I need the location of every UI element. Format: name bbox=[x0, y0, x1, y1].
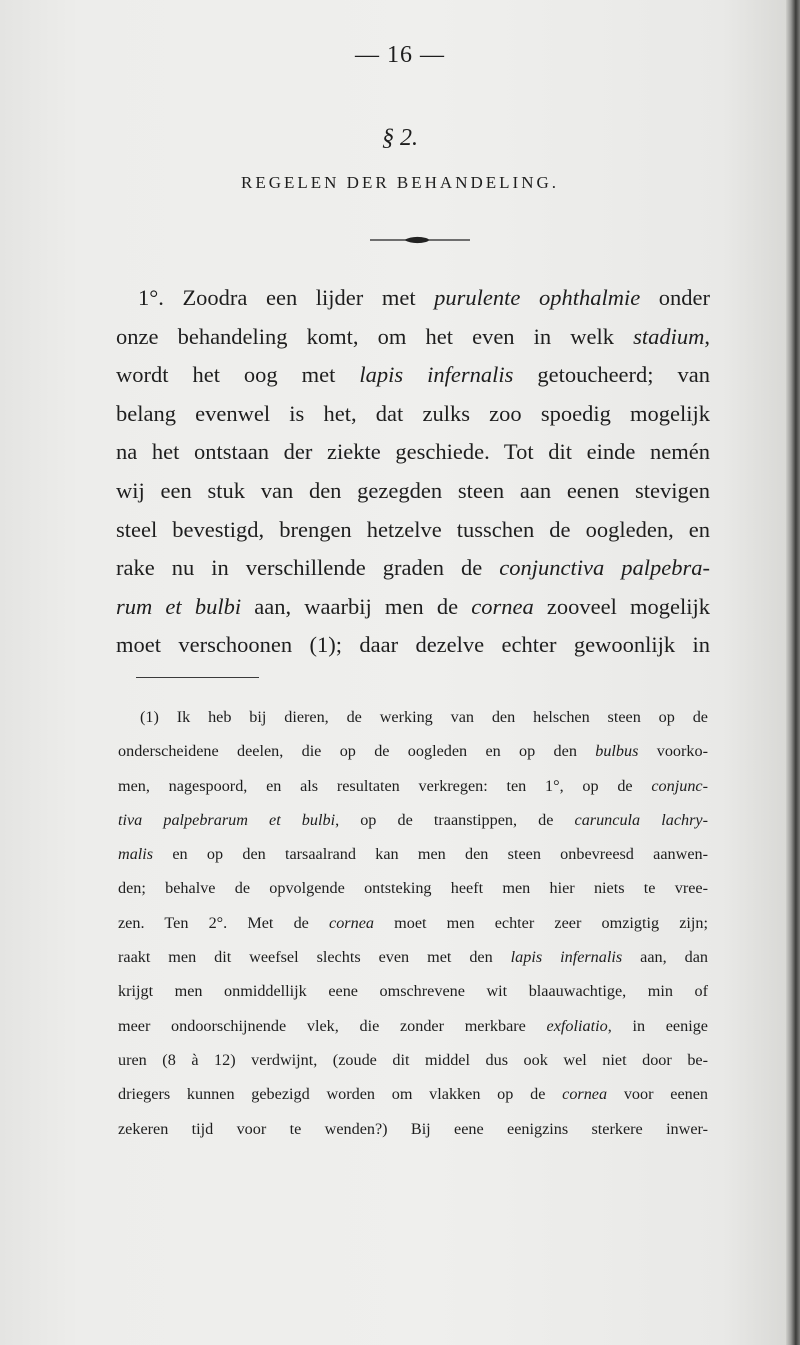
text-run: moet verschoonen (1); daar dezelve echter gewoonlijk in bbox=[116, 632, 710, 658]
text-run: cornea bbox=[329, 913, 374, 932]
page-number: — 16 — bbox=[355, 42, 445, 68]
text-run: conjunc- bbox=[651, 776, 708, 795]
text-run: conjunctiva palpebra- bbox=[499, 555, 710, 581]
text-run: aan, waarbij men de bbox=[241, 593, 472, 619]
text-run: stadium bbox=[633, 323, 705, 349]
footnote-line bbox=[118, 940, 708, 974]
page-edge bbox=[786, 0, 800, 1345]
text-run: steel bevestigd, brengen hetzelve tusschen de oogleden, en bbox=[116, 516, 710, 542]
text-run: driegers kunnen gebezigd worden om vlakken op de bbox=[118, 1085, 563, 1104]
text-run: belang evenwel is het, dat zulks zoo spoedig mogelijk bbox=[116, 400, 710, 426]
main-paragraph bbox=[116, 279, 710, 665]
text-run: 1°. Zoodra een lijder met bbox=[138, 285, 435, 310]
text-run: cornea bbox=[562, 1085, 608, 1104]
text-run: raakt men dit weefsel slechts even met den bbox=[118, 948, 511, 967]
footnote-line bbox=[118, 974, 708, 1008]
text-line bbox=[116, 395, 710, 434]
footnote-line bbox=[118, 871, 708, 905]
text-run: men, nagespoord, en als resultaten verkregen: ten 1°, op de bbox=[118, 776, 652, 795]
footnote-line bbox=[118, 734, 708, 768]
text-run: bulbus bbox=[595, 742, 639, 761]
text-run: zen. Ten 2°. Met de bbox=[118, 913, 330, 932]
text-run: onze behandeling komt, om het even in welk bbox=[116, 323, 634, 349]
text-line bbox=[116, 472, 710, 511]
text-run: aan, dan bbox=[622, 948, 708, 967]
footnote-rule bbox=[136, 677, 259, 678]
footnote-line bbox=[118, 1112, 708, 1146]
text-run: onderscheidene deelen, die op de oogleden en op den bbox=[118, 742, 596, 761]
text-run: (1) Ik heb bij dieren, de werking van den helschen steen op de bbox=[140, 708, 708, 726]
text-line bbox=[116, 356, 710, 395]
text-line bbox=[116, 626, 710, 665]
footnote-line bbox=[118, 906, 708, 940]
text-run: voor eenen bbox=[607, 1085, 709, 1104]
text-run: en op den tarsaalrand kan men den steen onbevreesd aanwen- bbox=[153, 845, 708, 864]
text-run: den; behalve de opvolgende ontsteking heeft men hier niets te vree- bbox=[118, 879, 708, 898]
text-run: wordt het oog met bbox=[116, 362, 360, 388]
text-run: voorko- bbox=[638, 742, 708, 761]
footnote-line bbox=[118, 700, 708, 734]
text-run: lapis infernalis bbox=[510, 948, 623, 967]
text-run: tiva palpebrarum et bulbi bbox=[118, 810, 336, 829]
text-run: zekeren tijd voor te wenden?) Bij eene eenigzins sterkere inwer- bbox=[118, 1119, 708, 1138]
text-run: krijgt men onmiddellijk eene omschrevene wit blaauwachtige, min of bbox=[118, 982, 708, 1001]
footnote-line bbox=[118, 803, 708, 837]
text-line bbox=[116, 433, 710, 472]
text-run: getoucheerd; van bbox=[513, 362, 710, 388]
footnote-line bbox=[118, 1077, 708, 1111]
text-run: purulente ophthalmie bbox=[434, 285, 641, 310]
text-run: cornea bbox=[471, 593, 534, 619]
text-line bbox=[116, 588, 710, 627]
text-line bbox=[116, 511, 710, 550]
text-run: , op de traanstippen, de bbox=[335, 810, 575, 829]
text-run: uren (8 à 12) verdwijnt, (zoude dit middel dus ook wel niet door be- bbox=[118, 1050, 708, 1069]
footnote bbox=[118, 700, 708, 1146]
text-run: , bbox=[704, 323, 710, 349]
section-heading: REGELEN DER BEHANDELING. bbox=[241, 173, 559, 192]
text-run: na het ontstaan der ziekte geschiede. Tot dit einde nemén bbox=[116, 439, 710, 465]
footnote-line bbox=[118, 1009, 708, 1043]
text-line bbox=[116, 318, 710, 357]
text-run: meer ondoorschijnende vlek, die zonder merkbare bbox=[118, 1016, 547, 1035]
text-run: exfoliatio bbox=[546, 1016, 608, 1035]
ornament-divider bbox=[370, 234, 470, 246]
text-run: lapis infernalis bbox=[359, 362, 514, 388]
section-mark: § 2. bbox=[382, 125, 418, 151]
text-line bbox=[116, 279, 710, 318]
text-run: caruncula lachry- bbox=[574, 810, 708, 829]
footnote-line bbox=[118, 1043, 708, 1077]
text-run: malis bbox=[118, 845, 154, 864]
footnote-line bbox=[118, 769, 708, 803]
text-run: rum et bulbi bbox=[116, 593, 242, 619]
text-run: moet men echter zeer omzigtig zijn; bbox=[373, 913, 708, 932]
text-run: wij een stuk van den gezegden steen aan eenen stevigen bbox=[116, 477, 710, 503]
text-run: , in eenige bbox=[607, 1016, 708, 1035]
text-run: rake nu in verschillende graden de bbox=[116, 555, 500, 581]
text-run: onder bbox=[640, 285, 710, 310]
text-run: zooveel mogelijk bbox=[533, 593, 711, 619]
text-line bbox=[116, 549, 710, 588]
footnote-line bbox=[118, 837, 708, 871]
